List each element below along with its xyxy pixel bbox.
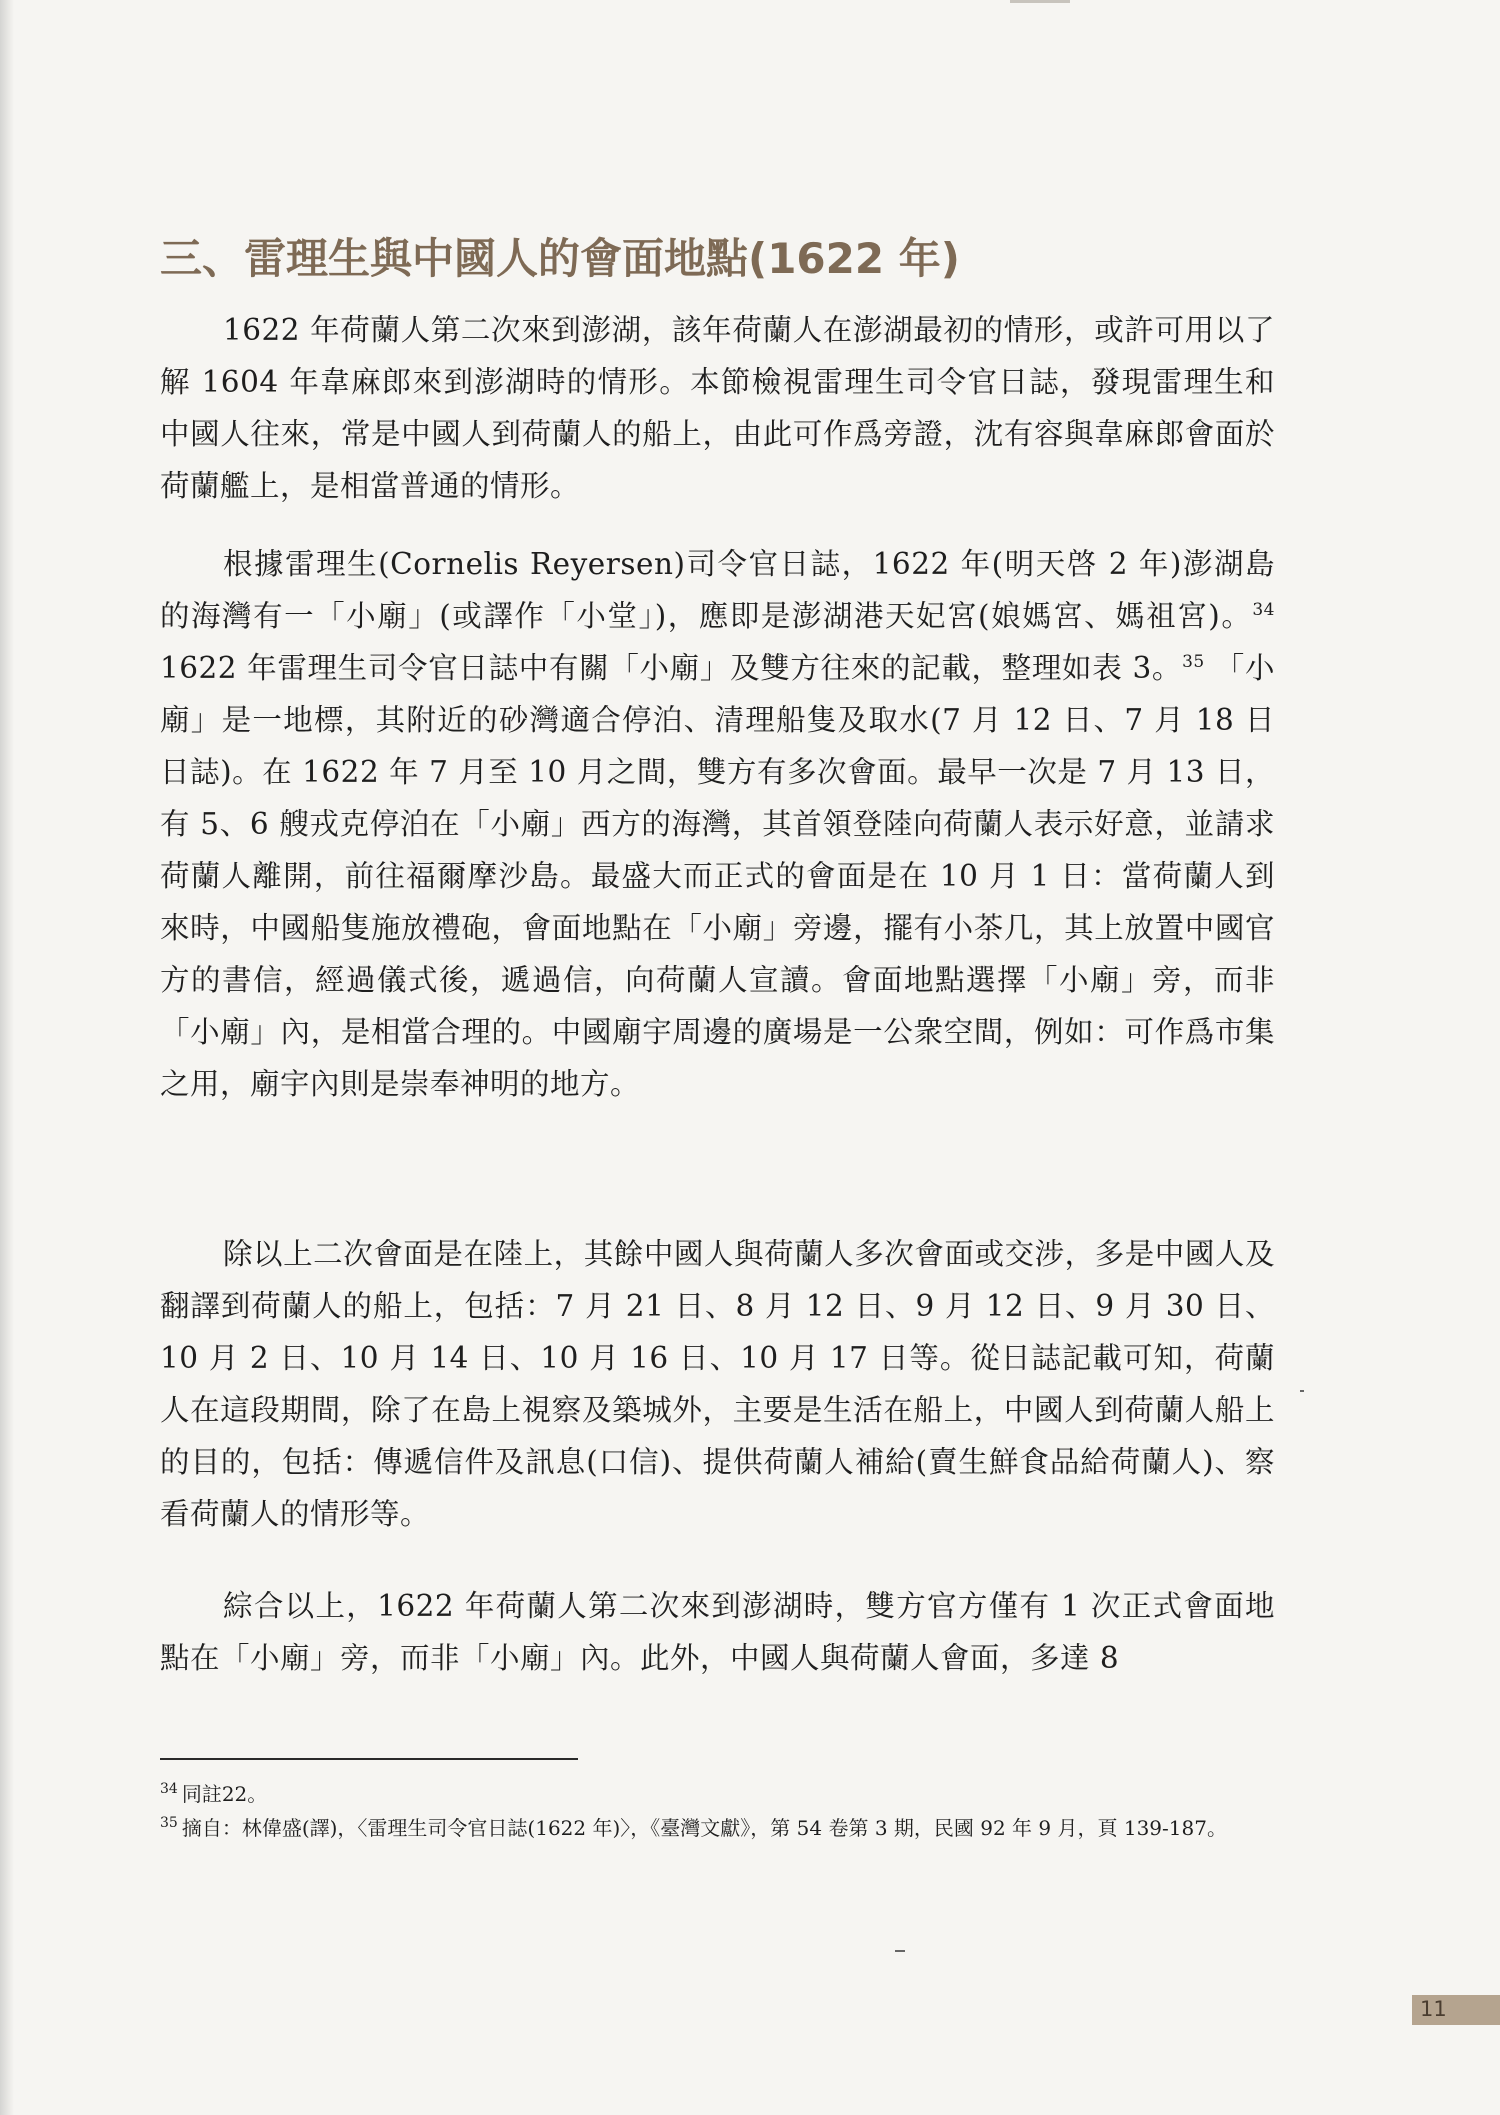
section-title: 三、雷理生與中國人的會面地點(1622 年) [160,234,960,283]
paragraph-1: 1622 年荷蘭人第二次來到澎湖，該年荷蘭人在澎湖最初的情形，或許可用以了解 1604 年韋麻郎來到澎湖時的情形。本節檢視雷理生司令官日誌，發現雷理生和中國人往來，常是中國人到荷蘭人的船上，由此可作爲旁證，沈有容與韋麻郎會面於荷蘭艦上，是相當普通的情形。 [160,313,1275,503]
footnote-34 [160,1778,1275,1810]
paragraph-4: 綜合以上，1622 年荷蘭人第二次來到澎湖時，雙方官方僅有 1 次正式會面地點在「小廟」旁，而非「小廟」內。此外，中國人與荷蘭人會面，多達 8 [160,1589,1275,1675]
page-number: 11 [1420,1997,1447,2021]
paragraph-3: 除以上二次會面是在陸上，其餘中國人與荷蘭人多次會面或交涉，多是中國人及翻譯到荷蘭人的船上，包括：7 月 21 日、8 月 12 日、9 月 12 日、9 月 30 日、10 月 2 日、10 月 14 日、10 月 16 日、10 月 17 日等。從日誌記載可知，荷蘭人在這段期間，除了在島上視察及築城外，主要是生活在船上，中國人到荷蘭人船上的目的，包括：傳遞信件及訊息(口信)、提供荷蘭人補給(賣生鮮食品給荷蘭人)、察看荷蘭人的情形等。 [160,1237,1275,1531]
footnote-ref-34: 34 [1252,600,1275,621]
footnote-number: 35 [160,1815,178,1832]
paragraph-2-part-c: 「小廟」是一地標，其附近的砂灣適合停泊、清理船隻及取水(7 月 12 日、7 月 18 日日誌)。在 1622 年 7 月至 10 月之間，雙方有多次會面。最早一次是 7 月 13 日，有 5、6 艘戎克停泊在「小廟」西方的海灣，其首領登陸向荷蘭人表示好意，並請求荷蘭人離開，前往福爾摩沙島。最盛大而正式的會面是在 10 月 1 日：當荷蘭人到來時，中國船隻施放禮砲，會面地點在「小廟」旁邊，擺有小茶几，其上放置中國官方的書信，經過儀式後，遞過信，向荷蘭人宣讀。會面地點選擇「小廟」旁，而非「小廟」內，是相當合理的。中國廟宇周邊的廣場是一公衆空間，例如：可作爲市集之用，廟宇內則是崇奉神明的地方。 [160,651,1275,1101]
scan-speck [1300,1390,1304,1392]
paragraph-2-part-a: 根據雷理生(Cornelis Reyersen)司令官日誌，1622 年(明天啓 2 年)澎湖島的海灣有一「小廟」(或譯作「小堂」)，應即是澎湖港天妃宮(娘媽宮、媽祖宮)。 [160,547,1275,633]
footnote-divider [160,1758,578,1760]
footnote-ref-35: 35 [1182,652,1205,673]
page-edge-shadow [0,0,14,2115]
footnote-number: 34 [160,1781,178,1798]
footnote-text: 同註22。 [181,1782,268,1806]
paragraph-2 [160,538,1275,1110]
paragraph-2-part-b: 1622 年雷理生司令官日誌中有關「小廟」及雙方往來的記載，整理如表 3。 [160,651,1183,685]
page-number-tab [1412,1995,1500,2025]
scan-mark [1010,0,1070,3]
footnote-text: 摘自：林偉盛(譯)，〈雷理生司令官日誌(1622 年)〉，《臺灣文獻》，第 54 卷第 3 期，民國 92 年 9 月，頁 139-187。 [181,1816,1227,1840]
footnote-35 [160,1812,1305,1844]
scan-speck [895,1950,905,1952]
